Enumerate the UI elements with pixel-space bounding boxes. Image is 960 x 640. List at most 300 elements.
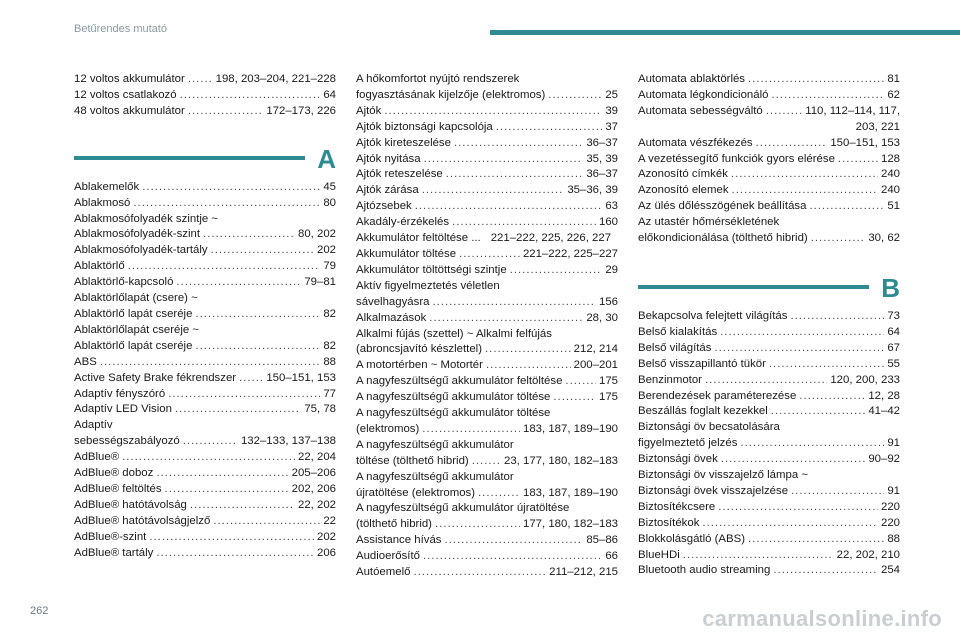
index-entry-prefix: Aktív figyelmeztetés véletlen: [356, 279, 500, 292]
index-entry-label: (elektromos): [356, 422, 420, 435]
dot-leader: [156, 466, 288, 482]
index-entry-label: Ajtók kireteszelése: [356, 136, 451, 149]
index-entry: [638, 136, 900, 152]
index-entry-label: újratöltése (elektromos): [356, 486, 476, 499]
dot-leader: [486, 358, 571, 374]
index-entry-label: Akkumulátor töltése: [356, 247, 457, 260]
index-entry: [74, 339, 336, 355]
index-entry: [74, 482, 336, 498]
index-entry-pages: 23, 177, 180, 182–183: [503, 454, 618, 467]
dot-leader: [748, 72, 884, 88]
dot-leader: [548, 88, 602, 104]
index-entry: [356, 199, 618, 215]
index-top-entries: [74, 72, 336, 120]
dot-leader: [732, 183, 878, 199]
dot-leader: [683, 548, 834, 564]
index-entry-label: AdBlue® hatótávolság: [74, 498, 187, 511]
page-number: 262: [30, 605, 49, 617]
dot-leader: [766, 104, 802, 120]
index-entry-label: előkondicionálása (tölthető hibrid): [638, 232, 808, 245]
index-entry: [638, 500, 900, 516]
index-entry-label: AdBlue® doboz: [74, 467, 154, 480]
index-entry: [638, 152, 900, 168]
section-rule: [74, 156, 305, 160]
index-entry-label: Belső visszapillantó tükör: [638, 357, 766, 370]
watermark: carmanualsonline.info: [702, 606, 942, 631]
index-entry-label: BlueHDi: [638, 548, 680, 561]
index-entry-label: (abroncsjavító készlettel): [356, 343, 482, 356]
dot-leader: [384, 104, 602, 120]
index-entry-pages: 240: [880, 184, 900, 197]
index-entry-label: Active Safety Brake fékrendszer: [74, 371, 237, 384]
index-entry-label: AdBlue® hatótávolságjelző: [74, 514, 211, 527]
dot-leader: [472, 454, 501, 470]
index-entry-pages: 82: [323, 339, 336, 352]
index-entry-label: AdBlue®-szint: [74, 530, 147, 543]
dot-leader: [714, 341, 884, 357]
index-entry-label: Belső világítás: [638, 341, 712, 354]
index-entry: [638, 309, 900, 325]
index-entry-pages: 202: [316, 244, 336, 257]
dot-leader: [195, 307, 320, 323]
index-entry-prefix: Ablaktörlőlapát (csere) ~: [74, 292, 198, 305]
index-entry: [356, 311, 618, 327]
index-entry-label: Ajtók: [356, 104, 382, 117]
index-entry: [74, 466, 336, 482]
dot-leader: [721, 452, 866, 468]
index-entry-pages: 64: [323, 88, 336, 101]
index-entry: [74, 307, 336, 323]
index-entry-label: Ablakmosófolyadék-tartály: [74, 244, 208, 257]
dot-leader: [176, 275, 301, 291]
index-entry: [356, 88, 618, 104]
index-entry: [74, 355, 336, 371]
index-entry-pages: 55: [887, 357, 900, 370]
index-entry-pages: 177, 180, 182–183: [522, 518, 618, 531]
index-entry-label: Ajtók biztonsági kapcsolója: [356, 120, 493, 133]
index-entry: [356, 533, 618, 549]
index-entry-prefix: A nagyfeszültségű akkumulátor: [356, 438, 514, 451]
index-entry-label: Automata sebességváltó: [638, 104, 763, 117]
index-entry-label: Ablakmosófolyadék-szint: [74, 228, 200, 241]
index-entry: [356, 231, 618, 247]
index-entry: [638, 516, 900, 532]
dot-leader: [748, 532, 884, 548]
index-entry-pages: 198, 203–204, 221–228: [215, 73, 336, 85]
index-entry-label: Ablakmosó: [74, 196, 131, 209]
index-entry: [356, 167, 618, 183]
section-heading-b: [638, 269, 900, 303]
dot-leader: [100, 355, 321, 371]
index-entry: [74, 402, 336, 418]
index-column-3: [638, 72, 900, 579]
index-entry-pages: 37: [605, 120, 618, 133]
index-entry-label: Akkumulátor töltöttségi szintje: [356, 263, 507, 276]
index-entry-pages: 156: [598, 295, 618, 308]
index-entry-prefix: Biztonsági öv visszajelző lámpa ~: [638, 469, 808, 482]
index-entry-pages: 91: [887, 484, 900, 497]
dot-leader: [444, 533, 583, 549]
dot-leader: [773, 563, 878, 579]
index-entry: [356, 517, 618, 533]
index-entry: [638, 199, 900, 215]
index-entry-pages: 79–81: [304, 276, 336, 289]
dot-leader: [165, 482, 289, 498]
index-entry: [356, 247, 618, 263]
index-entry: [356, 215, 618, 231]
dot-leader: [149, 530, 314, 546]
index-entry: [74, 450, 336, 466]
index-entry: [638, 532, 900, 548]
index-entry-label: Beszállás foglalt kezekkel: [638, 405, 768, 418]
index-entry-pages: 221–222, 225, 226, 227: [490, 232, 612, 245]
index-entry: [638, 548, 900, 564]
index-entry-label: Ablakemelők: [74, 180, 140, 193]
index-entry-label: A nagyfeszültségű akkumulátor feltöltése: [356, 375, 563, 388]
index-entry-label: Azonosító elemek: [638, 184, 729, 197]
dot-leader: [175, 402, 301, 418]
index-entry-pages: 81: [887, 73, 900, 85]
index-entry-label: 12 voltos akkumulátor: [74, 73, 185, 85]
dot-leader: [496, 120, 603, 136]
index-entry-pages: 80, 202: [297, 228, 336, 241]
index-entry-pages: 12, 28: [868, 389, 900, 402]
dot-leader: [211, 243, 314, 259]
index-entry: [638, 167, 900, 183]
index-entry-label: Adaptív fényszóró: [74, 387, 166, 400]
index-entry-pages: 160: [598, 216, 618, 229]
dot-leader: [811, 231, 866, 247]
index-entry-pages: 79: [323, 260, 336, 273]
dot-leader: [122, 450, 295, 466]
dot-leader: [791, 484, 884, 500]
index-entry-label: Bluetooth audio streaming: [638, 564, 771, 577]
index-entry-pages: 35–36, 39: [567, 184, 618, 197]
index-entry: [74, 546, 336, 562]
index-entry: [638, 373, 900, 389]
index-entry: [74, 530, 336, 546]
index-entry: [638, 404, 900, 420]
index-entry-label: AdBlue®: [74, 451, 120, 464]
dot-leader: [190, 498, 295, 514]
index-entry-pages: 91: [887, 437, 900, 450]
header-accent-bar: [490, 30, 960, 35]
index-entry-pages: 39: [605, 104, 618, 117]
dot-leader: [485, 342, 571, 358]
index-entry-pages: 45: [323, 180, 336, 193]
index-entry-label: figyelmeztető jelzés: [638, 437, 738, 450]
index-entry-label: Ablaktörlő lapát cseréje: [74, 339, 193, 352]
index-entry: [638, 88, 900, 104]
dot-leader: [553, 390, 596, 406]
index-entry: [74, 180, 336, 196]
index-entry-pages: 22: [323, 514, 336, 527]
index-entry: [356, 549, 618, 565]
index-entry-prefix: Az utastér hőmérsékletének: [638, 216, 780, 229]
index-entry-pages: 22, 202, 210: [836, 548, 900, 561]
index-entry-pages: 75, 78: [304, 403, 336, 416]
index-entry-pages: 36–37: [586, 168, 618, 181]
index-entry-label: (tölthető hibrid): [356, 518, 432, 531]
index-entry-pages: 29: [605, 263, 618, 276]
index-entry: [356, 152, 618, 168]
section-rule: [638, 285, 869, 289]
dot-leader: [415, 199, 603, 215]
index-entry-pages: 211–212, 215: [549, 566, 618, 579]
index-entry: [74, 227, 336, 243]
index-entry-label: fogyasztásának kijelzője (elektromos): [356, 88, 546, 101]
dot-leader: [478, 486, 520, 502]
index-entry-label: Benzinmotor: [638, 373, 702, 386]
dot-leader: [838, 152, 878, 168]
index-entry: [74, 514, 336, 530]
index-entry-label: Biztonsági övek visszajelzése: [638, 484, 789, 497]
index-entry-pages: 132–133, 137–138: [240, 435, 336, 448]
index-entry-label: Akkumulátor feltöltése ...: [356, 232, 481, 245]
index-entry: [74, 498, 336, 514]
index-entry-label: AdBlue® feltöltés: [74, 482, 162, 495]
index-entry: [356, 565, 618, 581]
index-entry-label: sávelhagyásra: [356, 295, 430, 308]
index-entry-label: Automata légkondicionáló: [638, 88, 769, 101]
index-entry-pages: 77: [323, 387, 336, 400]
index-entry: [356, 422, 618, 438]
index-entry-pages: 202, 206: [291, 482, 336, 495]
dot-leader: [705, 373, 827, 389]
index-entry-prefix: Ablakmosófolyadék szintje ~: [74, 212, 219, 225]
index-entry-pages: 82: [323, 307, 336, 320]
dot-leader: [133, 196, 320, 212]
index-entry-label: Ablaktörlő: [74, 260, 125, 273]
dot-leader: [128, 259, 321, 275]
index-entry-pages: 22, 204: [297, 451, 336, 464]
index-entry-pages: 120, 200, 233: [830, 373, 900, 386]
index-entry-label: Blokkolásgátló (ABS): [638, 532, 745, 545]
running-header: Betűrendes mutató: [74, 23, 167, 35]
dot-leader: [213, 514, 320, 530]
index-entry-prefix: A nagyfeszültségű akkumulátor: [356, 470, 514, 483]
index-entry-label: Berendezések paraméterezése: [638, 389, 797, 402]
index-entry: [638, 436, 900, 452]
index-entry-pages: 25: [605, 88, 618, 101]
dot-leader: [510, 263, 603, 279]
dot-leader: [718, 500, 878, 516]
index-entry-label: Automata ablaktörlés: [638, 73, 746, 85]
index-entry: [74, 371, 336, 387]
index-entry-label: töltése (tölthető hibrid): [356, 454, 469, 467]
index-entries: [638, 309, 900, 579]
index-entry-label: Ajtók nyitása: [356, 152, 421, 165]
index-entry-label: A vezetéssegítő funkciók gyors elérése: [638, 152, 835, 165]
dot-leader: [790, 309, 884, 325]
dot-leader: [756, 136, 828, 152]
dot-leader: [459, 247, 520, 263]
index-entry-pages: 175: [598, 391, 618, 404]
index-entry-pages: 36–37: [586, 136, 618, 149]
dot-leader: [188, 104, 264, 120]
index-entries: [74, 180, 336, 562]
index-entry: [74, 387, 336, 403]
dot-leader: [429, 311, 583, 327]
index-top-entries: [638, 72, 900, 247]
index-entry: [356, 486, 618, 502]
index-entry-prefix: A nagyfeszültségű akkumulátor töltése: [356, 407, 551, 420]
section-letter: A: [317, 143, 336, 174]
index-entry-label: ABS: [74, 355, 97, 368]
index-entry: [638, 452, 900, 468]
index-entry-label: Adaptív LED Vision: [74, 403, 172, 416]
dot-leader: [799, 389, 865, 405]
index-entry-pages: 35, 39: [586, 152, 618, 165]
index-entry-label: Biztonsági övek: [638, 453, 718, 466]
dot-leader: [454, 136, 583, 152]
index-entry-prefix: Alkalmi fújás (szettel) ~ Alkalmi felfújás: [356, 327, 552, 340]
index-entry-pages: 220: [880, 516, 900, 529]
index-entry: [638, 341, 900, 357]
index-entry-pages: 63: [605, 200, 618, 213]
dot-leader: [422, 183, 565, 199]
index-entry: [638, 72, 900, 88]
dot-leader: [180, 88, 321, 104]
index-entry-pages: 220: [880, 500, 900, 513]
index-entry-label: Automata vészfékezés: [638, 136, 753, 149]
dot-leader: [188, 72, 213, 88]
index-entry-label: Assistance hívás: [356, 534, 442, 547]
index-entry: [638, 563, 900, 579]
index-entry-label: Biztosítékcsere: [638, 500, 716, 513]
index-entry: [356, 342, 618, 358]
dot-leader: [203, 227, 295, 243]
index-entry-pages: 183, 187, 189–190: [522, 486, 618, 499]
dot-leader: [771, 404, 866, 420]
index-entry: [356, 120, 618, 136]
index-entry-pages: 64: [887, 325, 900, 338]
index-entry: [74, 243, 336, 259]
index-entry: [638, 104, 900, 120]
index-entry: [74, 88, 336, 104]
index-entry-pages: 202: [316, 530, 336, 543]
index-entry-label: Ajtózsebek: [356, 200, 412, 213]
index-entry-prefix: A hőkomfortot nyújtó rendszerek: [356, 73, 520, 85]
index-entry-label: Ablaktörlő lapát cseréje: [74, 307, 193, 320]
dot-leader: [435, 517, 520, 533]
dot-leader: [413, 565, 546, 581]
index-entry: [356, 390, 618, 406]
index-entry-label: A nagyfeszültségű akkumulátor töltése: [356, 391, 551, 404]
dot-leader: [740, 436, 884, 452]
index-entry: [638, 389, 900, 405]
index-entry: [356, 136, 618, 152]
index-entry: [356, 104, 618, 120]
index-entry: [74, 104, 336, 120]
index-entry-pages: 240: [880, 168, 900, 181]
index-entry-pages: 88: [887, 532, 900, 545]
index-entry: [356, 263, 618, 279]
section-heading-a: [74, 140, 336, 174]
dot-leader: [195, 339, 320, 355]
index-entry-pages: 51: [887, 200, 900, 213]
index-entry-label: Audioerősítő: [356, 550, 420, 563]
index-entry-pages: 183, 187, 189–190: [522, 422, 618, 435]
dot-leader: [771, 88, 884, 104]
dot-leader: [424, 152, 584, 168]
index-column-2: [356, 72, 618, 581]
index-entry-label: Belső kialakítás: [638, 325, 718, 338]
dot-leader: [422, 422, 520, 438]
index-entry-label: Ajtók reteszelése: [356, 168, 443, 181]
index-entry: [638, 231, 900, 247]
index-entry-pages: 62: [887, 88, 900, 101]
index-entry: [356, 295, 618, 311]
index-entry-prefix: Adaptív: [74, 419, 113, 432]
index-entry-pages: 128: [880, 152, 900, 165]
index-entry: [638, 183, 900, 199]
dot-leader: [565, 374, 596, 390]
index-entry-pages: 88: [323, 355, 336, 368]
index-entry: [74, 196, 336, 212]
index-entry-pages: 41–42: [868, 405, 900, 418]
index-entry-pages: 90–92: [868, 453, 900, 466]
dot-leader: [452, 215, 596, 231]
index-entry-pages: 110, 112–114, 117,: [805, 104, 900, 117]
index-entry-pages: 221–222, 225–227: [522, 247, 618, 260]
dot-leader: [142, 180, 320, 196]
index-entry-label: 12 voltos csatlakozó: [74, 88, 177, 101]
index-entry: [356, 358, 618, 374]
dot-leader: [446, 167, 584, 183]
index-entry: [74, 259, 336, 275]
dot-leader: [809, 199, 884, 215]
index-entry-pages: 22, 202: [297, 498, 336, 511]
index-entry-pages: 150–151, 153: [266, 371, 336, 384]
index-entry-label: Ablaktörlő-kapcsoló: [74, 276, 174, 289]
index-entry-prefix: Biztonsági öv becsatolására: [638, 421, 780, 434]
index-entry-pages: 66: [605, 550, 618, 563]
index-entry: [638, 484, 900, 500]
dot-leader: [769, 357, 884, 373]
index-entry-pages: 67: [887, 341, 900, 354]
index-entry-pages: 206: [316, 546, 336, 559]
index-entry-pages-continued: 203, 221: [855, 120, 900, 133]
index-entry-pages: 212, 214: [573, 343, 618, 356]
dot-leader: [423, 549, 602, 565]
index-entry-pages: 200–201: [573, 359, 618, 372]
index-entry-pages: 205–206: [291, 467, 336, 480]
index-entry-label: sebességszabályozó: [74, 435, 180, 448]
index-entry-label: Biztosítékok: [638, 516, 700, 529]
index-entry: [356, 183, 618, 199]
index-entry-label: Ajtók zárása: [356, 184, 419, 197]
dot-leader: [731, 167, 878, 183]
index-entry-label: A motortérben ~ Motortér: [356, 359, 483, 372]
dot-leader: [168, 387, 320, 403]
section-letter: B: [881, 272, 900, 303]
index-entry-prefix: Ablaktörlőlapát cseréje ~: [74, 323, 200, 336]
dot-leader: [239, 371, 263, 387]
dot-leader: [156, 546, 314, 562]
index-entry-label: Autóemelő: [356, 566, 411, 579]
dot-leader: [432, 295, 596, 311]
index-entry: [74, 275, 336, 291]
index-entry: [638, 357, 900, 373]
index-entry: [74, 72, 336, 88]
index-column-1: [74, 72, 336, 561]
index-entry-label: Azonosító címkék: [638, 168, 728, 181]
index-entry-pages: 80: [323, 196, 336, 209]
index-entry-label: Alkalmazások: [356, 311, 427, 324]
index-entry-pages: 30, 62: [868, 232, 900, 245]
index-entry-pages: 73: [887, 309, 900, 322]
